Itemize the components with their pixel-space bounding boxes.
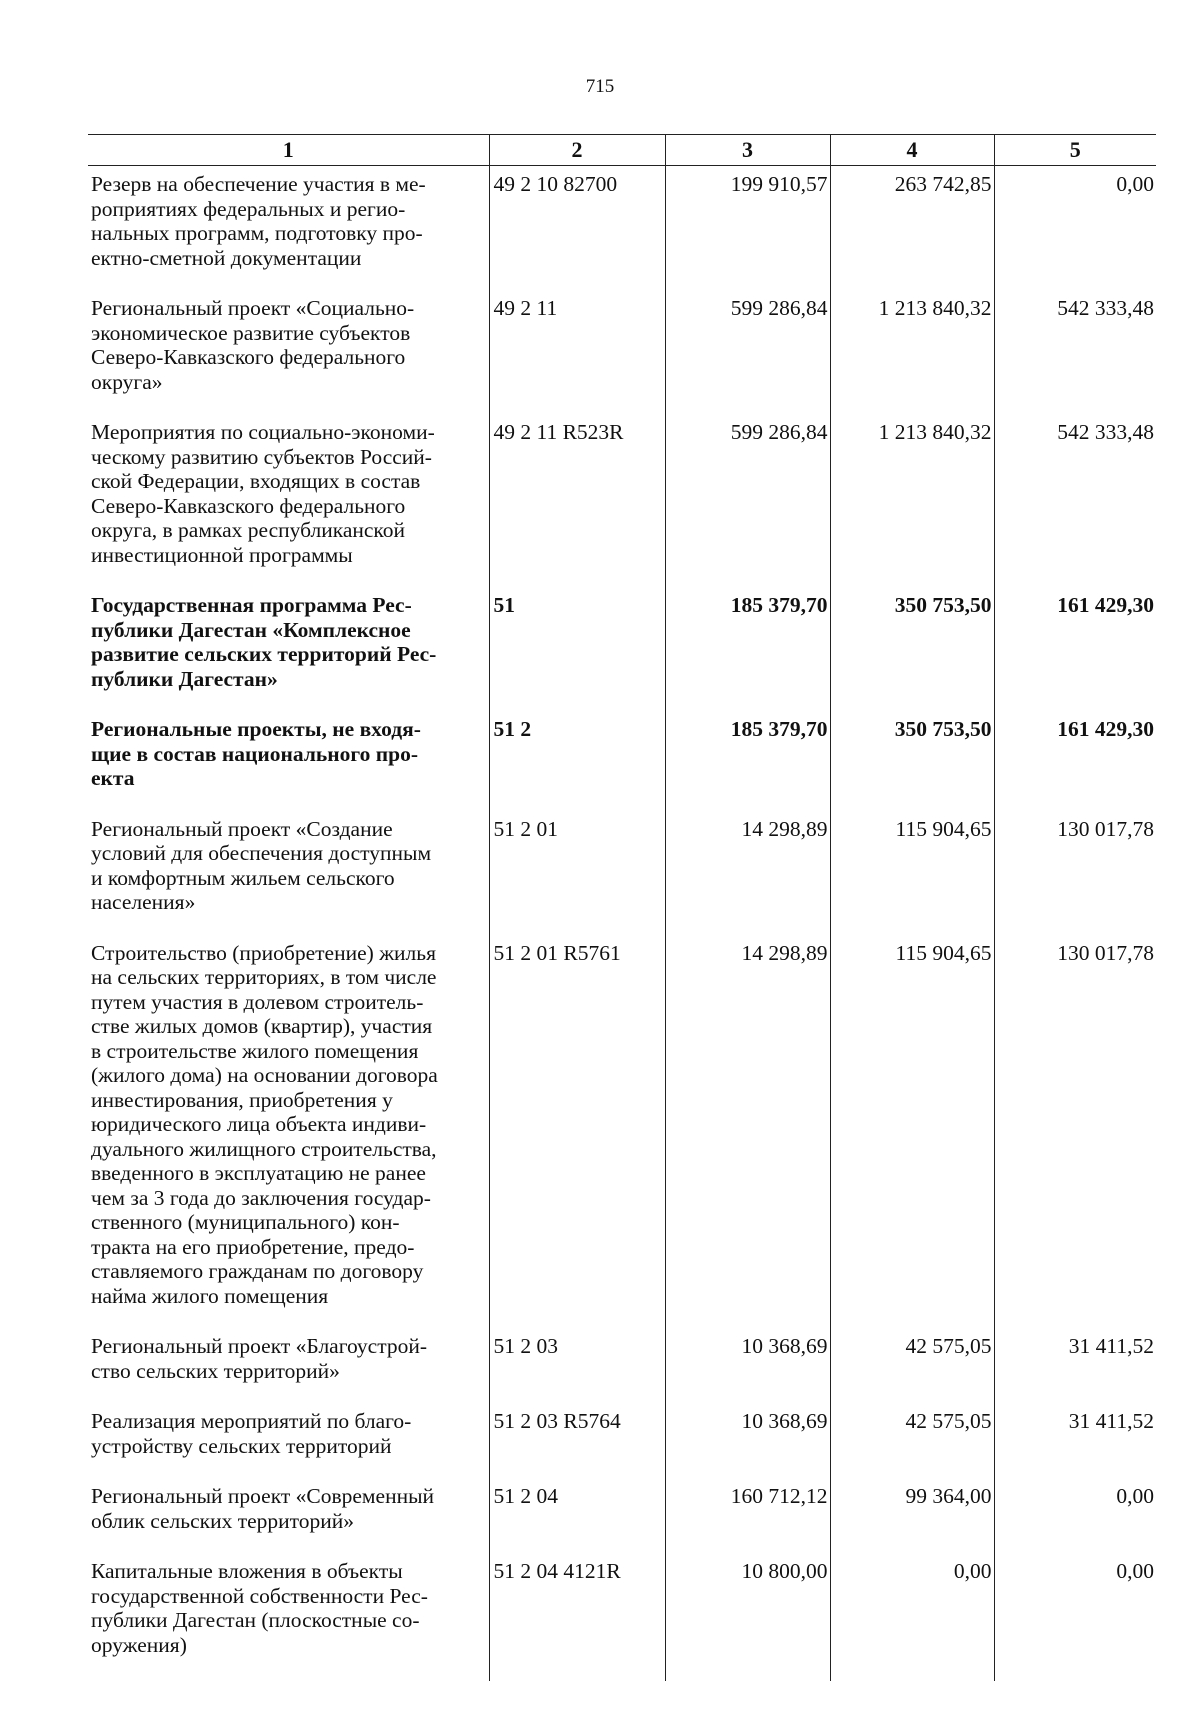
row-value-col4: 350 753,50 <box>830 591 994 715</box>
row-value-col3: 10 800,00 <box>665 1557 830 1681</box>
column-header-4: 4 <box>830 135 994 166</box>
row-code-cell: 49 2 11 R523R <box>489 418 665 591</box>
row-code-cell: 51 2 04 4121R <box>489 1557 665 1681</box>
row-value-col3: 185 379,70 <box>665 715 830 815</box>
row-code-cell: 51 2 04 <box>489 1482 665 1557</box>
column-header-1: 1 <box>88 135 489 166</box>
row-value-col3: 14 298,89 <box>665 939 830 1333</box>
column-header-5: 5 <box>994 135 1156 166</box>
row-name-cell: Резерв на обеспечение участия в ме- роприятиях федеральных и регио- нальных программ, подготовку про- ектно-сметной документации <box>91 172 426 270</box>
row-value-col5: 0,00 <box>994 166 1156 295</box>
row-value-col5: 130 017,78 <box>994 815 1156 939</box>
row-value-col4: 1 213 840,32 <box>830 418 994 591</box>
table-row <box>88 1482 1156 1557</box>
table-row <box>88 939 1156 1333</box>
page-number: 715 <box>585 76 615 97</box>
row-value-col5: 542 333,48 <box>994 294 1156 418</box>
row-value-col3: 599 286,84 <box>665 418 830 591</box>
table-row <box>88 418 1156 591</box>
row-name-cell: Региональный проект «Социально- экономическое развитие субъектов Северо-Кавказского федерального округа» <box>91 296 415 394</box>
row-value-col5: 31 411,52 <box>994 1407 1156 1482</box>
row-value-col5: 130 017,78 <box>994 939 1156 1333</box>
table-row <box>88 1407 1156 1482</box>
row-name-cell: Государственная программа Рес- публики Дагестан «Комплексное развитие сельских территорий Рес- публики Дагестан» <box>91 593 437 691</box>
row-value-col5: 161 429,30 <box>994 715 1156 815</box>
row-code-cell: 51 2 03 <box>489 1332 665 1407</box>
row-value-col4: 115 904,65 <box>830 939 994 1333</box>
row-value-col3: 10 368,69 <box>665 1332 830 1407</box>
row-value-col4: 350 753,50 <box>830 715 994 815</box>
row-value-col5: 542 333,48 <box>994 418 1156 591</box>
row-value-col4: 42 575,05 <box>830 1407 994 1482</box>
budget-table <box>88 134 1156 1681</box>
table-row <box>88 166 1156 295</box>
row-value-col5: 0,00 <box>994 1482 1156 1557</box>
column-header-2: 2 <box>489 135 665 166</box>
row-code-cell: 51 2 <box>489 715 665 815</box>
row-name-cell: Региональный проект «Благоустрой- ство сельских территорий» <box>91 1334 428 1383</box>
table-row <box>88 294 1156 418</box>
table-row <box>88 591 1156 715</box>
table-row <box>88 1557 1156 1681</box>
row-name-cell: Реализация мероприятий по благо- устройству сельских территорий <box>91 1409 412 1458</box>
row-code-cell: 49 2 10 82700 <box>489 166 665 295</box>
row-value-col5: 0,00 <box>994 1557 1156 1681</box>
row-code-cell: 51 2 01 R5761 <box>489 939 665 1333</box>
row-name-cell: Региональный проект «Создание условий для обеспечения доступным и комфортным жильем сельского населения» <box>91 816 432 914</box>
row-code-cell: 51 <box>489 591 665 715</box>
row-name-cell: Мероприятия по социально-экономи- ческому развитию субъектов Россий- ской Федерации, входящих в состав Северо-Кавказского федерального округа, в рамках республиканской инвестиционной программы <box>91 420 435 567</box>
row-name-cell: Строительство (приобретение) жилья на сельских территориях, в том числе путем участия в долевом строитель- стве жилых домов (квартир), участия в строительстве жилого помещения (жилого дома) на основании договора инвестирования, приобретения у юридического лица объекта индиви- дуального жилищного строительства, введенного в эксплуатацию не ранее чем за 3 года до заключения государ- ственного (муниципального) кон- тракта на его приобретение, предо- ставляемого гражданам по договору найма жилого помещения <box>91 940 438 1308</box>
row-value-col4: 0,00 <box>830 1557 994 1681</box>
row-name-cell: Капитальные вложения в объекты государственной собственности Рес- публики Дагестан (плоскостные со- оружения) <box>91 1559 428 1657</box>
budget-table-container <box>88 134 1156 1681</box>
table-row <box>88 1332 1156 1407</box>
row-value-col3: 599 286,84 <box>665 294 830 418</box>
row-value-col4: 115 904,65 <box>830 815 994 939</box>
row-value-col4: 42 575,05 <box>830 1332 994 1407</box>
row-name-cell: Региональный проект «Современный облик сельских территорий» <box>91 1484 435 1533</box>
row-value-col4: 1 213 840,32 <box>830 294 994 418</box>
row-code-cell: 51 2 01 <box>489 815 665 939</box>
row-code-cell: 49 2 11 <box>489 294 665 418</box>
row-value-col3: 14 298,89 <box>665 815 830 939</box>
row-value-col5: 161 429,30 <box>994 591 1156 715</box>
table-header-row <box>88 135 1156 166</box>
row-code-cell: 51 2 03 R5764 <box>489 1407 665 1482</box>
table-row <box>88 715 1156 815</box>
row-name-cell: Региональные проекты, не входя- щие в состав национального про- екта <box>91 717 421 790</box>
table-body <box>88 166 1156 1682</box>
row-value-col3: 10 368,69 <box>665 1407 830 1482</box>
column-header-3: 3 <box>665 135 830 166</box>
row-value-col3: 185 379,70 <box>665 591 830 715</box>
row-value-col5: 31 411,52 <box>994 1332 1156 1407</box>
row-value-col3: 160 712,12 <box>665 1482 830 1557</box>
row-value-col4: 99 364,00 <box>830 1482 994 1557</box>
table-row <box>88 815 1156 939</box>
row-value-col4: 263 742,85 <box>830 166 994 295</box>
row-value-col3: 199 910,57 <box>665 166 830 295</box>
